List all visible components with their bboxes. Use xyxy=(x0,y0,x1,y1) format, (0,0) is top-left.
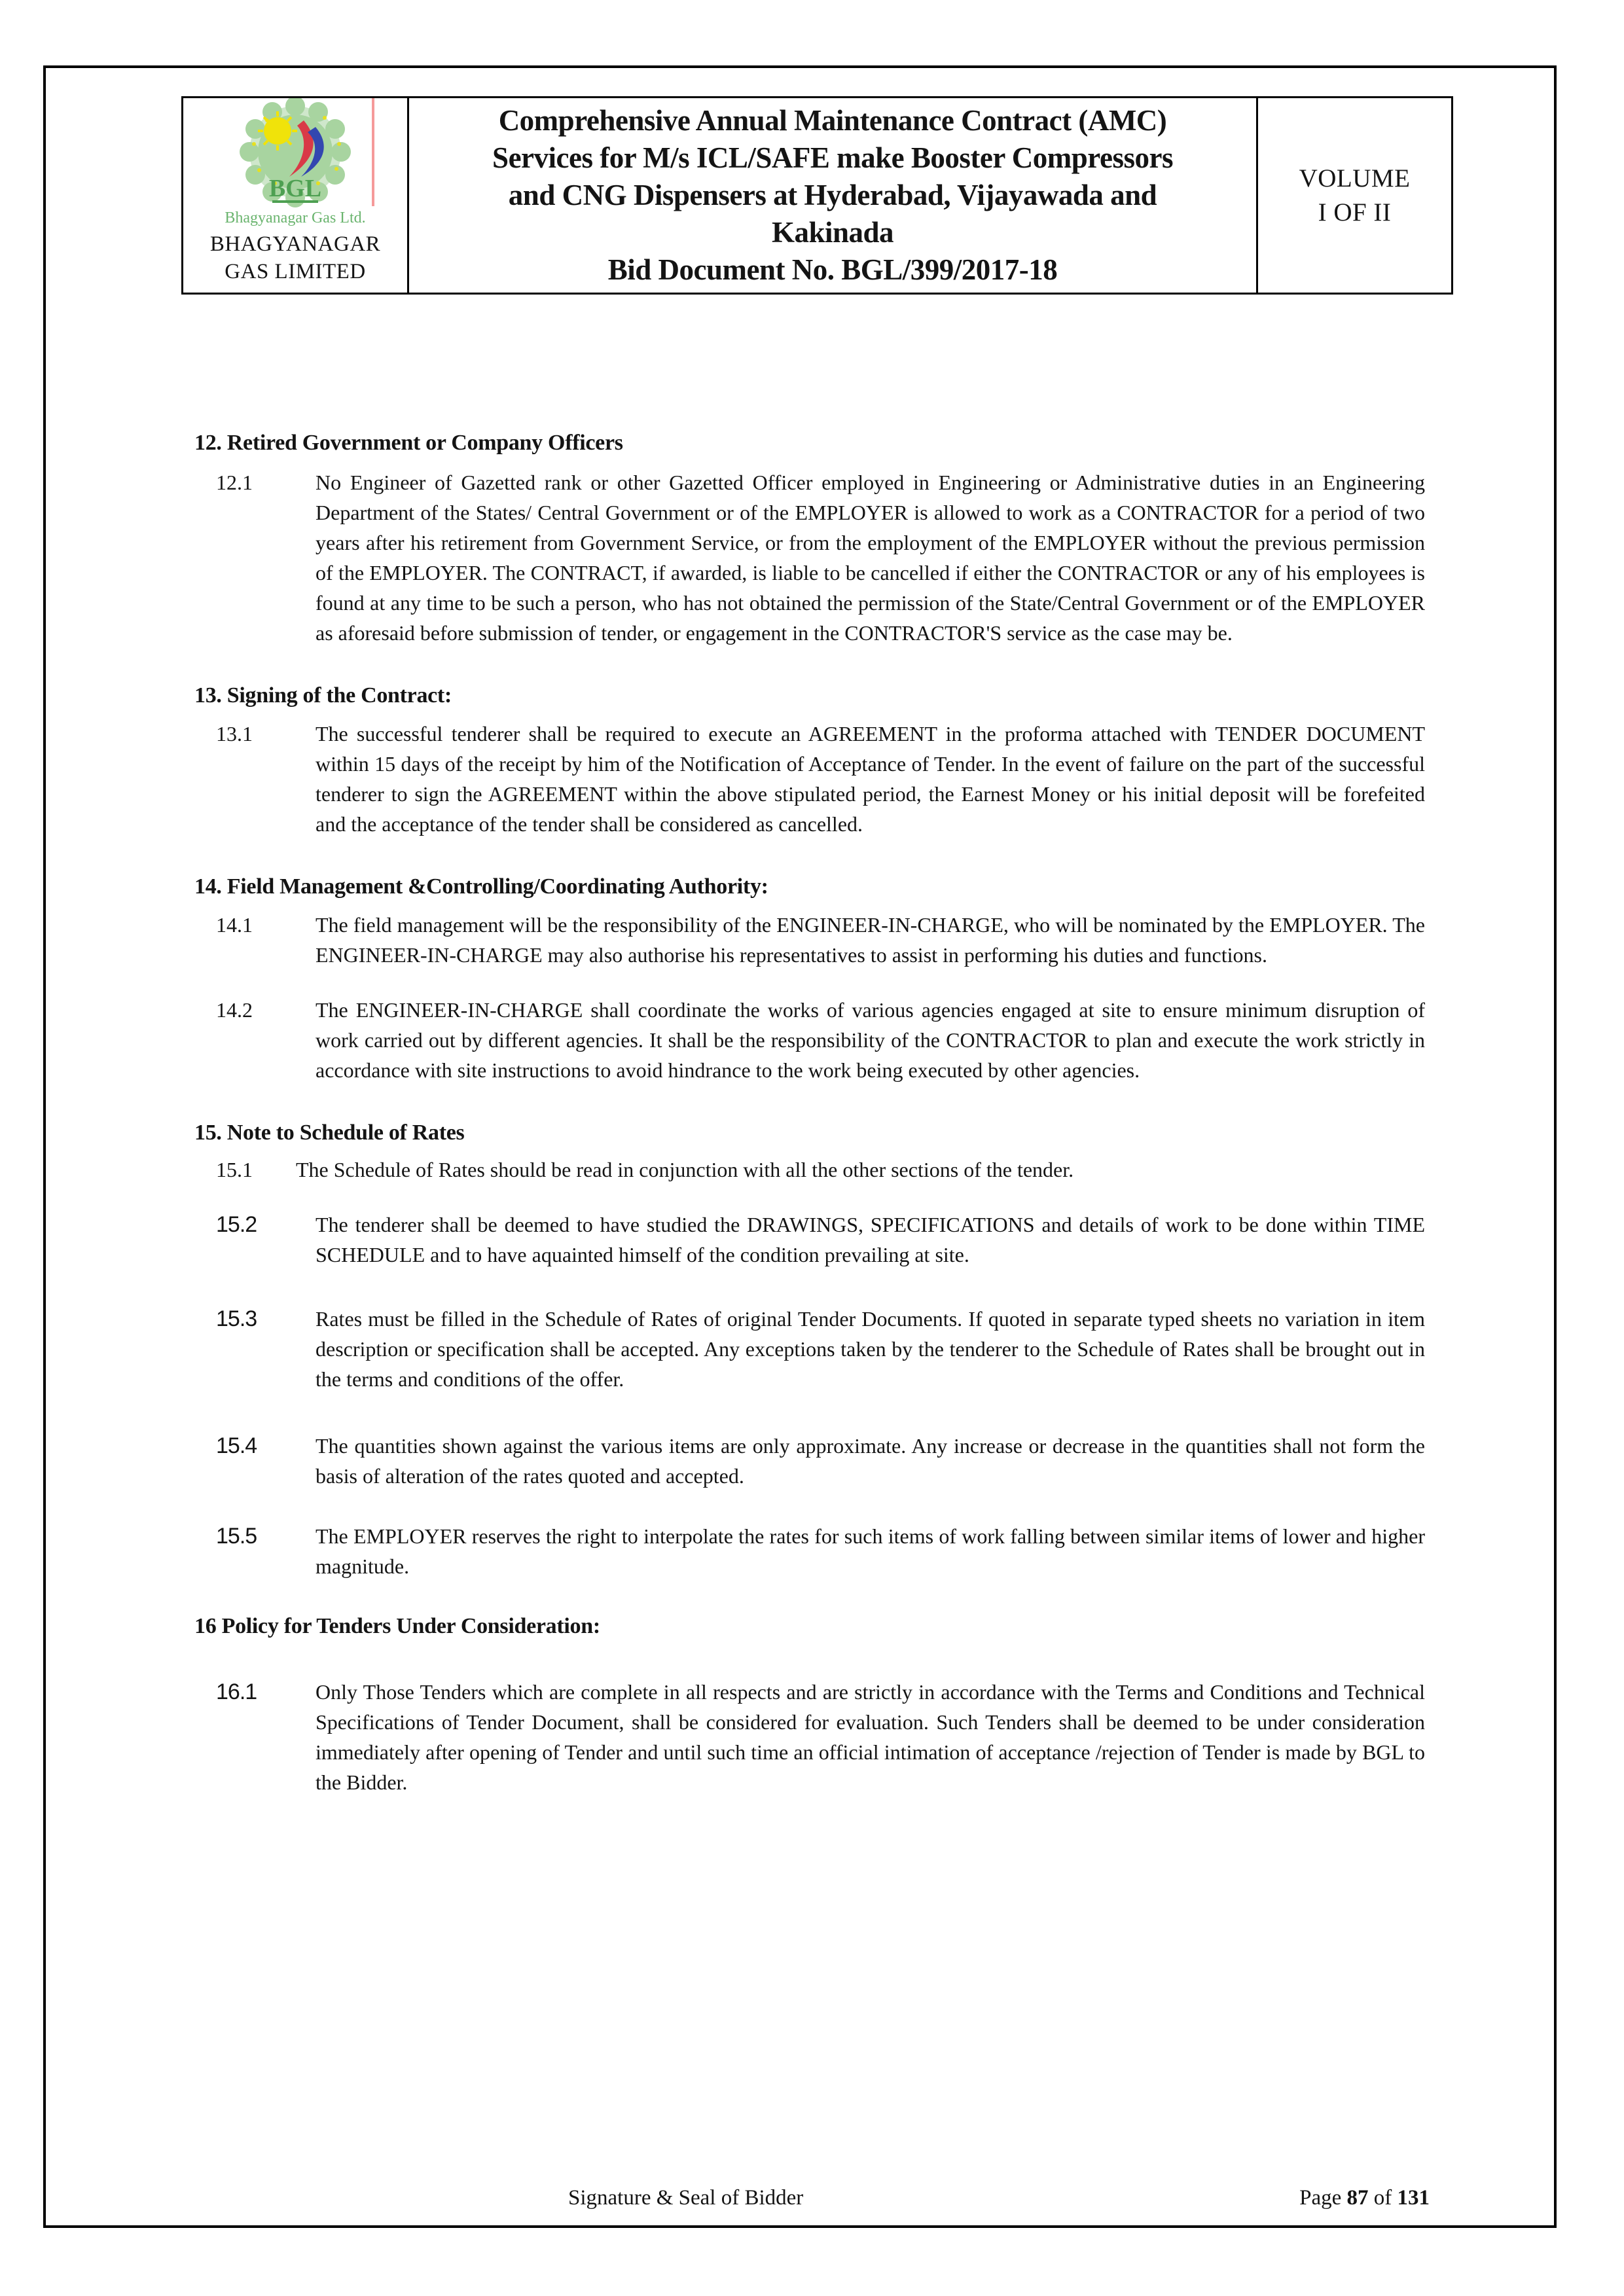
volume-line1: VOLUME xyxy=(1299,164,1411,192)
clause-15-3 xyxy=(194,1304,1425,1394)
clause-text: Rates must be filled in the Schedule of Rates of original Tender Documents. If quoted in separate typed sheets no variation in item description or specification shall be accepted. Any exceptions taken by the tenderer to the Schedule of Rates shall be brought out in the terms and conditions of the offer. xyxy=(316,1307,1425,1391)
doc-title-line: Services for M/s ICL/SAFE make Booster Compressors xyxy=(492,141,1173,174)
clause-number: 16.1 xyxy=(216,1679,257,1704)
section-12-heading: 12. Retired Government or Company Officers xyxy=(194,431,623,455)
volume-cell xyxy=(1258,98,1451,293)
section-14-heading: 14. Field Management &Controlling/Coordinating Authority: xyxy=(194,874,768,899)
section-13-heading: 13. Signing of the Contract: xyxy=(194,683,452,708)
clause-text: The Schedule of Rates should be read in conjunction with all the other sections of the tender. xyxy=(296,1158,1074,1181)
clause-text: The quantities shown against the various items are only approximate. Any increase or decrease in the quantities shall not form the basis of alteration of the rates quoted and accepted. xyxy=(316,1434,1425,1488)
clause-number: 14.1 xyxy=(216,913,253,937)
title-cell xyxy=(409,98,1258,293)
clause-15-2 xyxy=(194,1210,1425,1270)
clause-number: 13.1 xyxy=(216,722,253,745)
bgl-logo-icon xyxy=(220,98,370,229)
clause-text: The successful tenderer shall be required to execute an AGREEMENT in the proforma attached with TENDER DOCUMENT within 15 days of the receipt by him of the Notification of Acceptance of Tender. In the event of failure on the part of the successful tenderer to sign the AGREEMENT within the above stipulated period, the Earnest Money or his initial deposit will be forefeited and the acceptance of the tender shall be considered as cancelled. xyxy=(316,722,1425,836)
sun-icon xyxy=(258,111,297,151)
doc-title-line: and CNG Dispensers at Hyderabad, Vijayawada and xyxy=(508,179,1157,211)
clause-15-4 xyxy=(194,1431,1425,1491)
section-15-heading: 15. Note to Schedule of Rates xyxy=(194,1121,465,1145)
clause-text: The tenderer shall be deemed to have studied the DRAWINGS, SPECIFICATIONS and details of work to be done within TIME SCHEDULE and to have aquainted himself of the condition prevailing at site. xyxy=(316,1213,1425,1266)
clause-15-5 xyxy=(194,1521,1425,1581)
clause-number: 15.4 xyxy=(216,1433,257,1458)
clause-text: The ENGINEER-IN-CHARGE shall coordinate the works of various agencies engaged at site to ensure minimum disruption of work carried out by different agencies. It shall be the responsibility of the CONTRACTOR to plan and execute the work strictly in accordance with site instructions to avoid hindrance to the work being executed by other agencies. xyxy=(316,998,1425,1082)
clause-14-2 xyxy=(194,995,1425,1085)
body-content xyxy=(194,429,1425,1797)
of-word: of xyxy=(1373,2186,1392,2210)
clause-16-1 xyxy=(194,1677,1425,1797)
page-total: 131 xyxy=(1397,2186,1430,2210)
page-word: Page xyxy=(1299,2186,1342,2210)
clause-14-1 xyxy=(194,910,1425,970)
company-name-line2: GAS LIMITED xyxy=(225,260,366,283)
logo-abbr-text: BGL xyxy=(268,175,322,202)
clause-number: 15.2 xyxy=(216,1212,257,1237)
section-16-heading: 16 Policy for Tenders Under Consideration: xyxy=(194,1614,600,1638)
page-number xyxy=(1299,2183,1430,2212)
clause-text: No Engineer of Gazetted rank or other Gazetted Officer employed in Engineering or Administrative duties in an Engineering Department of the States/ Central Government or of the EMPLOYER is allowed to work as a CONTRACTOR for a period of two years after his retirement from Government Service, or from the employment of the EMPLOYER without the previous permission of the EMPLOYER. The CONTRACT, if awarded, is liable to be cancelled if either the CONTRACTOR or any of his employees is found at any time to be such a person, who has not obtained the permission of the State/Central Government or of the EMPLOYER as aforesaid before submission of tender, or engagement in the CONTRACTOR'S service as the case may be. xyxy=(316,471,1425,645)
company-name-line1: BHAGYANAGAR xyxy=(209,232,381,256)
clause-number: 14.2 xyxy=(216,998,253,1022)
volume-line2: I OF II xyxy=(1318,198,1392,226)
clause-text: Only Those Tenders which are complete in all respects and are strictly in accordance with the Terms and Conditions and Technical Specifications of Tender Document, shall be considered for evaluation. Such Tenders shall be deemed to be under consideration immediately after opening of Tender and until such time an official intimation of acceptance /rejection of Tender is made by BGL to the Bidder. xyxy=(316,1680,1425,1794)
clause-15-1 xyxy=(194,1155,1425,1185)
clause-number: 15.3 xyxy=(216,1306,257,1331)
signature-label: Signature & Seal of Bidder xyxy=(568,2186,804,2210)
clause-13-1 xyxy=(194,719,1425,839)
clause-number: 15.5 xyxy=(216,1524,257,1549)
clause-text: The EMPLOYER reserves the right to interpolate the rates for such items of work falling between similar items of lower and higher magnitude. xyxy=(316,1524,1425,1578)
doc-title-line: Comprehensive Annual Maintenance Contract (AMC) xyxy=(498,104,1167,137)
pink-divider-line xyxy=(372,98,374,206)
doc-title-line: Kakinada xyxy=(771,216,894,249)
clause-number: 12.1 xyxy=(216,471,253,494)
clause-number: 15.1 xyxy=(216,1158,253,1181)
bid-doc-number: Bid Document No. BGL/399/2017-18 xyxy=(607,253,1058,286)
clause-text: The field management will be the responsibility of the ENGINEER-IN-CHARGE, who will be nominated by the EMPLOYER. The ENGINEER-IN-CHARGE may also authorise his representatives to assist in performing his duties and functions. xyxy=(316,913,1425,967)
company-name xyxy=(210,230,380,285)
logo-caption-text: Bhagyanagar Gas Ltd. xyxy=(225,209,366,226)
clause-12-1 xyxy=(194,467,1425,648)
logo-cell xyxy=(183,98,409,293)
page-current: 87 xyxy=(1346,2186,1369,2210)
header-table xyxy=(181,96,1453,295)
